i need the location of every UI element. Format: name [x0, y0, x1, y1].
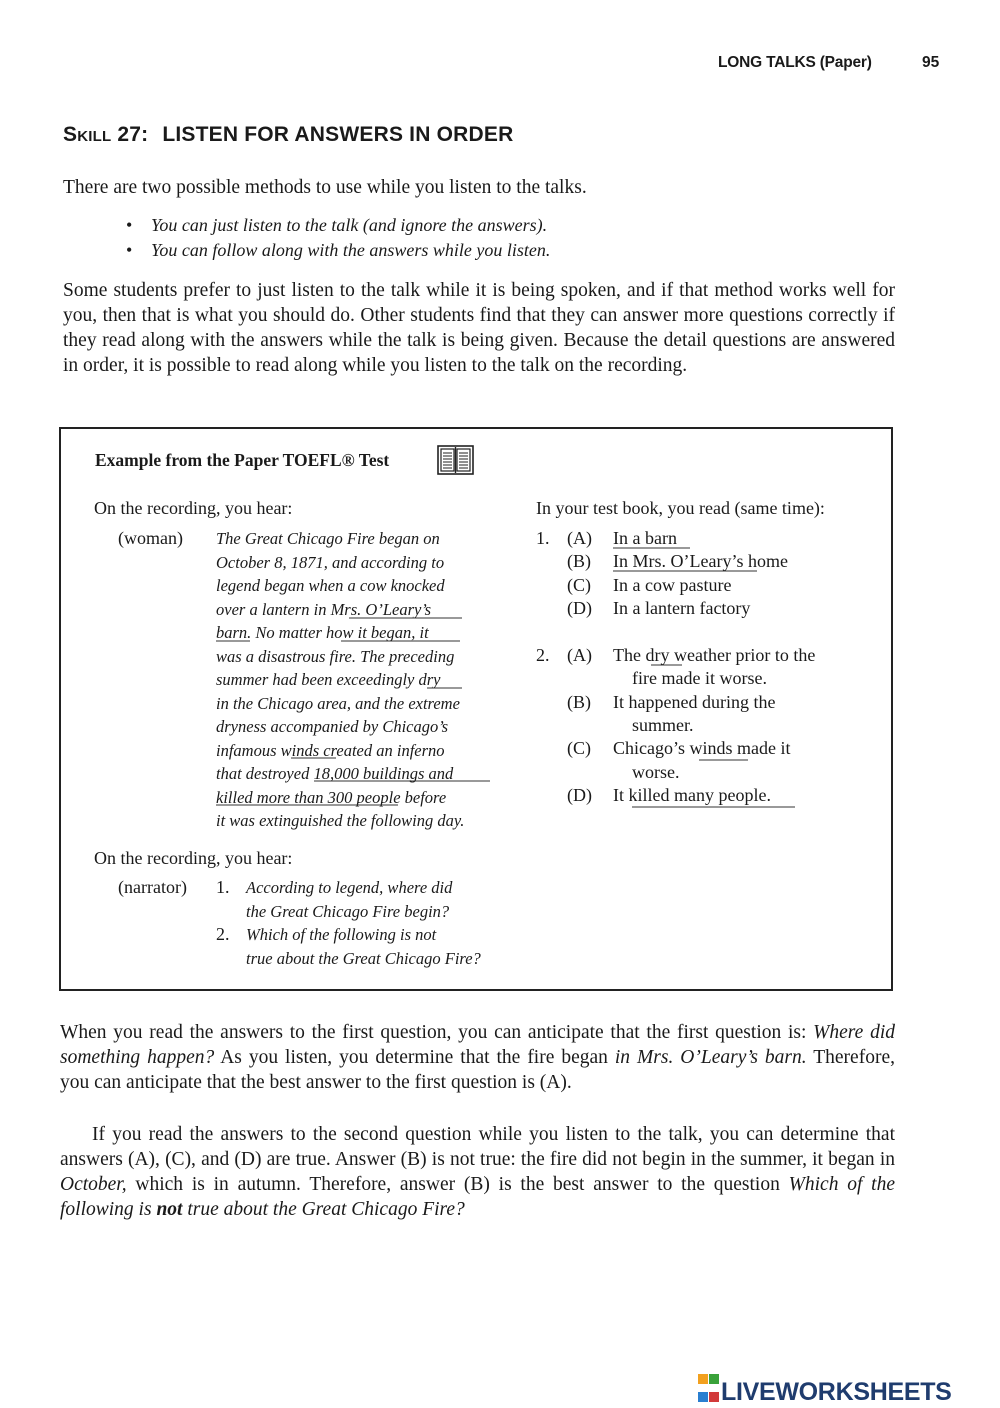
- text-run: As you listen, you determine that the fire began: [214, 1047, 615, 1068]
- option-text: In a lantern factory: [613, 598, 751, 618]
- passage-line: infamous winds created an inferno: [216, 740, 445, 760]
- speaker-woman: (woman): [118, 528, 183, 548]
- speaker-narrator: (narrator): [118, 877, 187, 897]
- recording-label-2: On the recording, you hear:: [94, 848, 293, 868]
- passage-line: was a disastrous fire. The preceding: [216, 646, 455, 666]
- passage-line: killed more than 300 people before: [216, 787, 447, 807]
- option-letter: (D): [567, 785, 592, 805]
- passage-line: October 8, 1871, and according to: [216, 552, 445, 572]
- option-continuation: fire made it worse.: [632, 668, 767, 688]
- skill-label: Skill 27:: [63, 123, 149, 146]
- text-run: Therefore, you can anticipate that the best answer to the first question is (A).: [60, 1047, 895, 1093]
- italic-run: in Mrs. O’Leary’s barn.: [614, 1047, 807, 1068]
- text-run: If you read the answers to the second question while you listen to the talk, you can determine that answers (A), (C), and (D) are true. Answer (B) is not true: the fire did not begin in the summer, it began in: [60, 1124, 895, 1170]
- passage-line: The Great Chicago Fire began on: [216, 529, 440, 548]
- body-paragraph-2: [60, 1020, 895, 1095]
- option-text: Chicago’s winds made it: [613, 738, 791, 758]
- italic-run: Where did something happen?: [60, 1022, 895, 1068]
- passage-line: that destroyed 18,000 buildings and: [216, 764, 454, 783]
- example-title: Example from the Paper TOEFL® Test: [95, 450, 390, 470]
- liveworksheets-logo-icon: [698, 1372, 720, 1394]
- option-letter: (B): [567, 551, 591, 571]
- option-letter: (C): [567, 738, 591, 758]
- body-paragraph-1: Some students prefer to just listen to the talk while it is being spoken, and if that method works well for you, then that is what you should do. Other students find that they can answer more questions correctly if they read along with the answers while the talk is being given. Because the detail questions are answered in order, it is possible to read along while you listen to the talk on the recording.: [63, 280, 895, 376]
- option-letter: (B): [567, 692, 591, 712]
- text-run: which is in autumn. Therefore, answer (B) is the best answer to the question: [126, 1174, 789, 1195]
- running-head: LONG TALKS (Paper): [718, 54, 872, 71]
- narrator-question-number: 1.: [216, 877, 230, 897]
- page-number: 95: [922, 54, 940, 71]
- option-continuation: summer.: [632, 715, 694, 735]
- option-letter: (A): [567, 528, 592, 548]
- body-paragraph-3: [60, 1122, 895, 1222]
- question-number: 2.: [536, 645, 550, 665]
- option-text: The dry weather prior to the: [613, 645, 816, 665]
- question-number: 1.: [536, 528, 550, 548]
- passage-line: dryness accompanied by Chicago’s: [216, 717, 449, 736]
- passage-line: it was extinguished the following day.: [216, 811, 465, 830]
- test-book-label: In your test book, you read (same time):: [536, 498, 825, 518]
- narrator-question-line: According to legend, where did: [246, 878, 453, 897]
- option-letter: (A): [567, 645, 592, 665]
- passage-line: barn. No matter how it began, it: [216, 623, 429, 642]
- option-letter: (C): [567, 575, 591, 595]
- narrator-question: [246, 876, 516, 923]
- option-text: It killed many people.: [613, 785, 771, 805]
- passage-line: in the Chicago area, and the extreme: [216, 693, 460, 713]
- liveworksheets-watermark: [698, 1372, 993, 1406]
- italic-run: Which of the following is: [60, 1174, 896, 1220]
- narrator-question-number: 2.: [216, 924, 230, 944]
- passage-line: over a lantern in Mrs. O’Leary’s: [216, 599, 432, 619]
- option-continuation: worse.: [632, 762, 680, 782]
- narrator-question-line: Which of the following is not: [246, 925, 437, 944]
- italic-run: October,: [60, 1174, 127, 1195]
- skill-title: LISTEN FOR ANSWERS IN ORDER: [162, 123, 514, 146]
- narrator-question-line: the Great Chicago Fire begin?: [246, 901, 450, 921]
- method-item: • You can just listen to the talk (and ignore the answers).: [126, 213, 550, 238]
- passage-line: legend began when a cow knocked: [216, 576, 445, 595]
- option-text: In Mrs. O’Leary’s home: [613, 551, 788, 571]
- narrator-question-line: true about the Great Chicago Fire?: [246, 948, 481, 968]
- italic-run: true about the Great Chicago Fire?: [182, 1199, 465, 1220]
- option-letter: (D): [567, 598, 592, 618]
- option-text: It happened during the: [613, 692, 776, 712]
- bold-italic-run: not: [156, 1199, 183, 1220]
- option-text: In a cow pasture: [613, 575, 732, 595]
- option-text: In a barn: [613, 528, 677, 548]
- intro-text: There are two possible methods to use while you listen to the talks.: [63, 177, 587, 198]
- method-item: • You can follow along with the answers while you listen.: [126, 238, 550, 263]
- recording-label: On the recording, you hear:: [94, 498, 293, 518]
- narrator-question: [246, 923, 516, 970]
- watermark-text: LIVEWORKSHEETS: [721, 1378, 952, 1406]
- passage-line: summer had been exceedingly dry: [216, 670, 441, 689]
- text-run: When you read the answers to the first question, you can anticipate that the first question is:: [60, 1022, 814, 1043]
